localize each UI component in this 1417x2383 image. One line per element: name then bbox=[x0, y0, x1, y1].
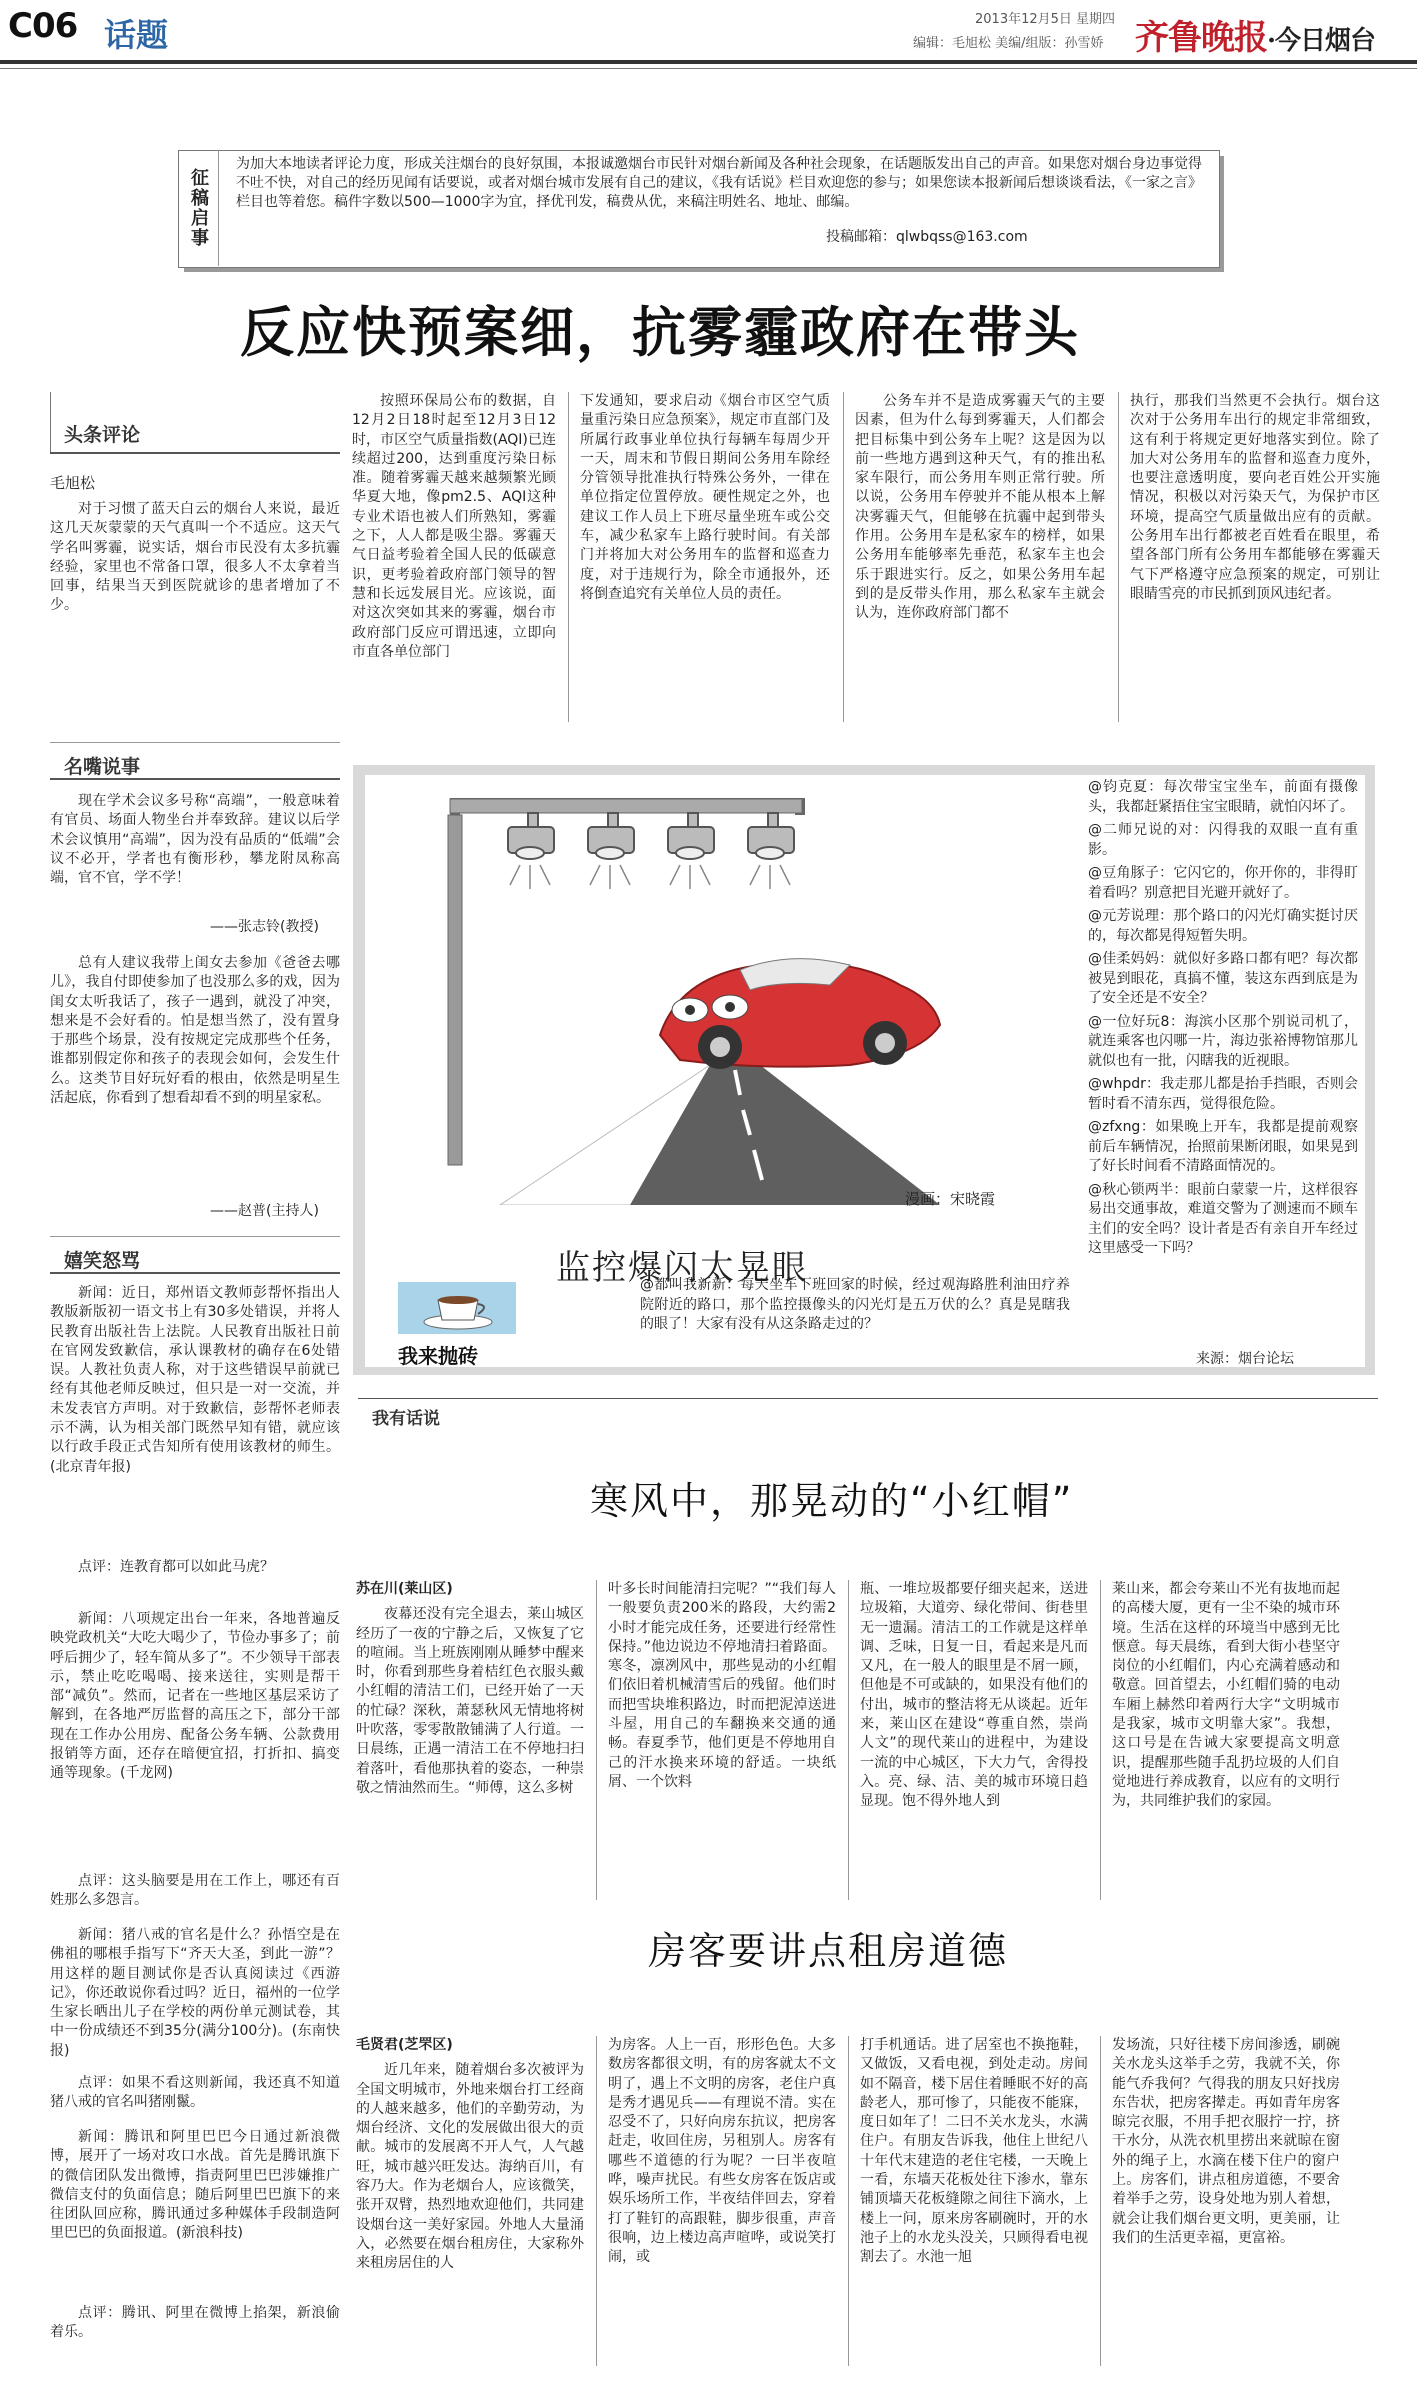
header-rule-thin bbox=[0, 68, 1417, 69]
cartoon-illustration bbox=[380, 785, 1020, 1205]
mingzui-p2: 总有人建议我带上闺女去参加《爸爸去哪儿》，我自付即使参加了也没那么多的戏，因为闺女太听我话了，孩子一遇到，就没了冲突，想来是不会好看的。怕是想当然了，没有置身于那些个场景，没有按规定完成那些个任务，谁都别假定你和孩子的表现会如何，会发生什么。这类节目好玩好看的根由，依然是明星生活起底，你看到了想看却看不到的明星家私。 bbox=[50, 955, 340, 1107]
xixiao-news2: 新闻：八项规定出台一年来，各地普遍反映党政机关“大吃大喝少了，节俭办事多了；前呼后拥少了，轻车简从多了”。不少领导干部表示，禁止吃吃喝喝、接来送往，实则是帮干部“减负”。然而，记者在一些地区基层采访了解到，在各地严厉监督的高压之下，部分干部现在工作办公用房、配备公务车辆、公款费用报销等方面，还存在暗便宜招，打折扣、搞变通等现象。(千龙网) bbox=[50, 1611, 340, 1782]
article-title-xiaohongmao: 寒风中，那晃动的“小红帽” bbox=[590, 1479, 1074, 1523]
xixiao-news1: 新闻：近日，郑州语文教师彭帮怀指出人教版新版初一语文书上有30多处错误，并将人民教育出版社告上法院。人民教育出版社日前在官网发致歉信，承认课教材的确存在6处错误。人教社负责人称，对于这些错误早前就已经有其他老师反映过，但只是一对一交流，并未发表官方声明。对于致歉信，彭帮怀老师表示不满，认为相关部门既然早知有错，就应该以行政手段正式告知所有使用该教材的师生。(北京青年报) bbox=[50, 1285, 340, 1475]
lead-author: 毛旭松 bbox=[50, 474, 96, 492]
column-head-wyhs: 我有话说 bbox=[372, 1409, 440, 1429]
xixiao-comment3: 点评：如果不看这则新闻，我还真不知道猪八戒的官名叫猪刚鬣。 bbox=[50, 2075, 340, 2111]
fk-col1: 近几年来，随着烟台多次被评为全国文明城市，外地来烟台打工经商的人越来越多，他们的辛勤劳动，为烟台经济、文化的发展做出很大的贡献。城市的发展离不开人气，人气越旺，城市越兴旺发达。海纳百川，有容乃大。作为老烟台人，应该微笑，张开双臂，热烈地欢迎他们，共同建设烟台这一美好家园。外地人大量涌入，必然要在烟台租房住，大家称外来租房居住的人 bbox=[356, 2062, 584, 2272]
flash-rays bbox=[510, 865, 790, 889]
comment-post: @秋心锁两半：眼前白蒙蒙一片，这样很容易出交通事故，难道交警为了测速而不顾车主们的安全吗？设计者是否有亲自开车经过这里感受一下吗？ bbox=[1088, 1181, 1358, 1256]
masthead bbox=[1135, 10, 1375, 59]
section-rule bbox=[358, 1398, 1378, 1399]
red-car-icon bbox=[660, 959, 940, 1069]
xixiao-comment1: 点评：连教育都可以如此马虎？ bbox=[78, 1559, 274, 1575]
camera-icon bbox=[508, 813, 794, 859]
comment-post: @zfxng：如果晚上开车，我都是提前观察前后车辆情况，抬照前果断闭眼，如果晃到了好长时间看不清路面情况的。 bbox=[1088, 1119, 1358, 1174]
wyhs-col2: 叶多长时间能清扫完呢？”“我们每人一般要负责200米的路段，大约需2小时才能完成任务，还要进行经常性保持。”他边说边不停地清扫着路面。寒冬，凛冽风中，那些晃动的小红帽们依旧着机械清雪后的残留。他们时而把雪块堆积路边，时而把泥淖送进斗屋，用自己的车翻换来交通的通畅。春夏季节，他们更是不停地用自己的汗水换来环境的舒适。一块纸屑、一个饮料 bbox=[608, 1581, 836, 1790]
comment-post: @一位好玩8：海滨小区那个别说司机了，就连乘客也闪哪一片，海边张裕博物馆那儿就似也有一批，闪瞎我的近视眼。 bbox=[1088, 1013, 1358, 1069]
column-divider bbox=[1118, 392, 1119, 722]
wyhs-col1: 夜幕还没有完全退去，莱山城区经历了一夜的宁静之后，又恢复了它的喧闹。当上班族刚刚从睡梦中醒来时，你看到那些身着桔红色衣服头戴小红帽的清洁工们，已经开始了一天的忙碌？深秋，萧瑟秋风无情地将树叶吹落，零零散散铺满了人行道。一日晨练，正遇一清洁工在不停地扫扫着落叶，看他那执着的姿态，一种崇敬之情油然而生。“师傅，这么多树 bbox=[356, 1606, 584, 1796]
column-head-rule bbox=[50, 452, 340, 454]
header-rule bbox=[0, 60, 1417, 64]
brick-label: 我来抛砖 bbox=[398, 1344, 478, 1368]
editor-line: 编辑：毛旭松 美编/组版：孙雪娇 bbox=[913, 36, 1104, 51]
coffee-cup-icon bbox=[398, 1282, 516, 1334]
section-rule bbox=[50, 742, 340, 743]
fk-col2: 为房客。人上一百，形形色色。大多数房客都很文明，有的房客就太不文明了，遇上不文明的房客，老住户真是秀才遇见兵——有理说不清。实在忍受不了，只好向房东抗议，把房客赶走，收回住房，另租别人。房客有哪些不道德的行为呢？一曰半夜喧哗，噪声扰民。有些女房客在饭店或娱乐场所工作，半夜结伴回去，穿着打了鞋钉的高跟鞋，脚步很重，声音很响，边上楼边高声喧哗，或说笑打闹，或 bbox=[608, 2037, 836, 2266]
column-head-rule bbox=[50, 778, 340, 780]
column-divider bbox=[1100, 2036, 1101, 2366]
lead-col2: 按照环保局公布的数据，自12月2日18时起至12月3日12时，市区空气质量指数(AQI)已连续超过200，达到重度污染日标准。随着雾霾天越来越频繁光顾华夏大地，像pm2.5、AQI这种专业术语也被人们所熟知，雾霾之下，人人都是吸尘器。雾霾天气日益考验着全国人民的低碳意识，更考验着政府部门领导的智慧和长远发展目光。应该说，面对这次突如其来的雾霾，烟台市政府部门反应可谓迅速，立即向市直各单位部门 bbox=[352, 393, 556, 660]
call-tab: 征稿启事 bbox=[178, 150, 219, 266]
call-text: 为加大本地读者评论力度，形成关注烟台的良好氛围，本报诚邀烟台市民针对烟台新闻及各种社会现象，在话题版发出自己的声音。如果您对烟台身边事觉得不吐不快，对自己的经历见闻有话要说，或者对烟台城市发展有自己的建议，《我有话说》栏目欢迎您的参与；如果您读本报新闻后想谈谈看法，《一家之言》栏目也等着您。稿件字数以500—1000字为宜，择优刊发，稿费从优，来稿注明姓名、地址、邮编。 bbox=[236, 156, 1202, 210]
column-divider bbox=[848, 2036, 849, 2366]
main-headline: 反应快预案细，抗雾霾政府在带头 bbox=[240, 300, 1080, 364]
camera-arm-bar bbox=[450, 799, 802, 813]
lead-col5: 执行，那我们当然更不会执行。烟台这次对于公务用车出行的规定非常细致，这有利于将规定更好地落实到位。除了加大对公务用车的监督和巡查力度外，也要注意透明度，要向老百姓公开实施情况，积极以对污染天气，为保护市区环境，提高空气质量做出应有的贡献。公务用车出行都被老百姓看在眼里，希望各部门所有公务用车都能够在雾霾天气下严格遵守应急预案的规定，可别让眼睛雪亮的市民抓到顶风违纪者。 bbox=[1130, 393, 1380, 602]
section-title: 话题 bbox=[104, 16, 169, 54]
fk-col4: 发场流，只好往楼下房间渗透，刷碗关水龙头这举手之劳，我就不关，你能气乔我何？气得我的朋友只好找房东告状，把房客撵走。再如青年房客晾完衣服，不用手把衣服拧一拧，挤干水分，从洗衣机里捞出来就晾在窗外的绳子上，水滴在楼下住户的窗户上。房客们，讲点租房道德，不要舍着举手之劳，设身处地为别人着想，就会让我们烟台更文明，更美丽，让我们的生活更幸福，更富裕。 bbox=[1112, 2037, 1340, 2246]
lead-col3: 下发通知，要求启动《烟台市区空气质量重污染日应急预案》，规定市直部门及所属行政事业单位执行每辆车每周少开一天，周末和节假日期间公务用车除经分管领导批准执行特殊公务外，一律在单位指定位置停放。硬性规定之外，也建议工作人员上下班尽量坐班车或公交车，减少私家车上路行驶时间。有关部门并将加大对公务用车的监督和巡查力度，对于违规行为，除全市通报外，还将倒查追究有关单位人员的责任。 bbox=[580, 393, 830, 602]
lead-col4: 公务车并不是造成雾霾天气的主要因素，但为什么每到雾霾天，人们都会把目标集中到公务车上呢？这是因为以前一些地方遇到这种天气，有的推出私家车限行，而公务用车则正常行驶。所以说，公务用车停驶并不能从根本上解决雾霾天气，但能够在抗霾中起到带头作用。公务用车是私家车的榜样，如果公务用车能够率先垂范，私家车主也会乐于跟进实行。反之，如果公务用车起到的是反带头作用，那么私家车主就会认为，连你政府部门都不 bbox=[855, 393, 1105, 622]
fk-col1-wrap bbox=[356, 2036, 584, 2274]
mingzui-p1: 现在学术会议多号称“高端”，一般意味着有官员、场面人物坐台并奉致辞。建议以后学术会议慎用“高端”，因为没有品质的“低端”会议不必开，学者也有衡形秒，攀龙附凤称高端，官不官，学不学！ bbox=[50, 793, 340, 887]
xixiao-comment2: 点评：这头脑要是用在工作上，哪还有百姓那么多怨言。 bbox=[50, 1873, 340, 1909]
page-number: C06 bbox=[8, 6, 78, 46]
road-shape bbox=[630, 1065, 940, 1205]
xixiao-news3: 新闻：猪八戒的官名是什么？孙悟空是在佛祖的哪根手指写下“齐天大圣，到此一游”？用这样的题目测试你是否认真阅读过《西游记》，你还敢说你看过吗？近日，福州的一位学生家长晒出儿子在学校的两份单元测试卷，其中一份成绩还不到35分(满分100分)。(东南快报) bbox=[50, 1927, 340, 2059]
mingzui-sig1: ——张志铃(教授) bbox=[210, 919, 319, 935]
comment-post: @二师兄说的对：闪得我的双眼一直有重影。 bbox=[1088, 822, 1358, 858]
camera-pole bbox=[448, 815, 462, 1165]
comment-post: @佳柔妈妈：就似好多路口都有吧？每次都被晃到眼花，真搞不懂，装这东西到底是为了安全还是不安全？ bbox=[1088, 951, 1358, 1006]
column-head-xixiao: 嬉笑怒骂 bbox=[64, 1250, 141, 1272]
column-divider bbox=[1100, 1580, 1101, 1900]
comment-post: @豆角豚子：它闪它的，你开你的，非得盯着看吗？别意把目光避开就好了。 bbox=[1088, 865, 1358, 901]
cartoon-title: 监控爆闪太晃眼 bbox=[556, 1248, 808, 1288]
column-divider bbox=[596, 1580, 597, 1900]
lead-col1: 对于习惯了蓝天白云的烟台人来说，最近这几天灰蒙蒙的天气真叫一个不适应。这天气学名叫雾霾，说实话，烟台市民没有太多抗霾经验，家里也不常备口罩，很多人不太拿着当回事，结果当天到医院就诊的患者增加了不少。 bbox=[50, 501, 340, 614]
wyhs-col4: 莱山来，都会夸莱山不光有抜地而起的高楼大厦，更有一尘不染的城市环境。生活在这样的环境当中感到无比惬意。每天晨练，看到大街小巷坚守岗位的小红帽们，内心充满着感动和敬意。回首望去，小红帽们骑的电动车厢上赫然印着两行大字“文明城市是我家，城市文明靠大家”。我想，这口号是在告诫大家要提高文明意识，提醒那些随手乱扔垃圾的人们自觉地进行养成教育，以应有的文明行为，共同维护我们的家园。 bbox=[1112, 1581, 1340, 1810]
comment-post: @元芳说理：那个路口的闪光灯确实挺讨厌的，每次都晃得短暂失明。 bbox=[1088, 908, 1358, 944]
wyhs-author: 苏在川(莱山区) bbox=[356, 1581, 453, 1597]
column-head-mingzui: 名嘴说事 bbox=[64, 756, 141, 778]
comment-post: @whpdr：我走那儿都是抬手挡眼，否则会暂时看不清东西，觉得很危险。 bbox=[1088, 1076, 1358, 1112]
column-head-lead: 头条评论 bbox=[64, 424, 141, 446]
wyhs-col1-wrap bbox=[356, 1580, 584, 1798]
column-head-mark bbox=[50, 392, 51, 452]
fk-author: 毛贤君(芝罘区) bbox=[356, 2037, 453, 2053]
comment-list bbox=[1088, 778, 1358, 1263]
column-divider bbox=[848, 1580, 849, 1900]
column-divider bbox=[596, 2036, 597, 2366]
xixiao-news4: 新闻：腾讯和阿里巴巴今日通过新浪微博，展开了一场对攻口水战。首先是腾讯旗下的微信团队发出微博，指责阿里巴巴涉嫌推广微信支付的负面信息；随后阿里巴巴旗下的来往团队回应称，腾讯通过多种媒体手段制造阿里巴巴的负面报道。(新浪科技) bbox=[50, 2129, 340, 2242]
column-divider bbox=[568, 392, 569, 722]
call-email[interactable]: 投稿邮箱：qlwbqss@163.com bbox=[820, 226, 1028, 246]
masthead-title: 齐鲁晚报 bbox=[1135, 18, 1267, 58]
wyhs-col3: 瓶、一堆垃圾都要仔细夹起来，送进垃圾箱，大道旁、绿化带间、街巷里无一遗漏。清洁工的工作就是这样单调、乏味，日复一日，看起来是凡而又凡，在一般人的眼里是不屑一顾，但他是不可或缺的，如果没有他们的付出，城市的整洁将无从谈起。近年来，莱山区在建设“尊重自然，崇尚人文”的现代莱山的进程中，为建设一流的中心城区，下大力气，舍得投入。亮、绿、洁、美的城市环境日趋显现。饱不得外地人到 bbox=[860, 1581, 1088, 1810]
article-title-fangke: 房客要讲点租房道德 bbox=[648, 1929, 1009, 1973]
comment-post: @钧克夏：每次带宝宝坐车，前面有摄像头，我都赶紧捂住宝宝眼睛，就怕闪坏了。 bbox=[1088, 779, 1358, 815]
fk-col3: 打手机通话。进了居室也不换拖鞋，又做饭，又看电视，到处走动。房间如不隔音，楼下居住着睡眠不好的高龄老人，那可惨了，只能夜不能寐，度日如年了！二曰不关水龙头，水满住户。有朋友告诉我，他住上世纪八十年代末建造的老住宅楼，一天晚上一看，东墙天花板处往下渗水，靠东铺顶墙天花板缝隙之间往下滴水，上楼上一问，原来房客刷碗时，开的水池子上的水龙头没关，只顾得看电视割去了。水池一旭 bbox=[860, 2037, 1088, 2266]
masthead-edition: ·今日烟台 bbox=[1267, 26, 1376, 56]
brick-post: @都叫我新新：每天坐车下班回家的时候，经过观海路胜利油田疗养院附近的路口，那个监控摄像头的闪光灯是五万伏的么？真是晃瞎我的眼了！大家有没有从这条路走过的？ bbox=[640, 1277, 1070, 1332]
comment-source: 来源：烟台论坛 bbox=[1196, 1351, 1294, 1367]
xixiao-comment4: 点评：腾讯、阿里在微博上掐架，新浪偷着乐。 bbox=[50, 2305, 340, 2341]
column-head-rule bbox=[50, 1272, 340, 1274]
date-line: 2013年12月5日 星期四 bbox=[975, 12, 1116, 27]
column-divider bbox=[843, 392, 844, 722]
section-rule bbox=[50, 1236, 340, 1237]
mingzui-sig2: ——赵普(主持人) bbox=[210, 1203, 319, 1219]
cartoon-caption: 漫画：宋晓霞 bbox=[905, 1190, 996, 1208]
